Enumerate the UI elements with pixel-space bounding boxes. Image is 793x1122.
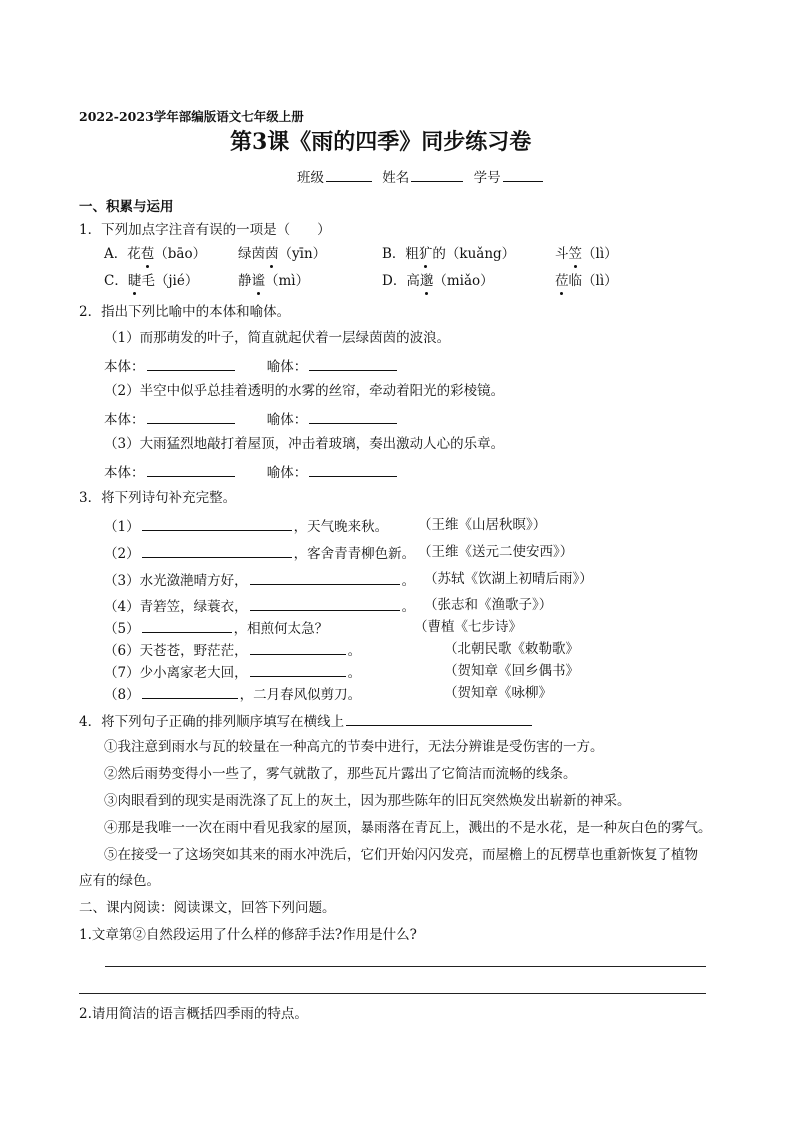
section-1-heading: 一、积累与运用: [79, 199, 174, 215]
vehicle-answer-field[interactable]: [309, 356, 397, 371]
name-field[interactable]: [411, 167, 463, 182]
q3-source-3: （苏轼《饮湖上初晴后雨》）: [424, 571, 593, 587]
q4-sentence-3: ③肉眼看到的现实是雨洗涤了瓦上的灰土，因为那些陈年的旧瓦突然焕发出崭新的神采。: [104, 793, 631, 809]
series-label: 2022-2023学年部编版语文七年级上册: [79, 109, 304, 124]
q3-source-7: （贺知章《回乡偶书》: [444, 663, 579, 679]
q4-sentence-5-cont: 应有的绿色。: [79, 873, 160, 889]
body-label: 本体：: [104, 412, 145, 428]
answer-line-2[interactable]: [79, 993, 706, 994]
q1-option-a: A．花苞（bāo）: [104, 246, 207, 262]
poem-blank[interactable]: [250, 570, 400, 585]
poem-blank[interactable]: [142, 516, 292, 531]
poem-blank[interactable]: [142, 684, 238, 699]
q2-answer-row-1: [104, 356, 399, 376]
q2-item-2: （2）半空中似乎总挂着透明的水雾的丝帘，牵动着阳光的彩棱镜。: [104, 383, 505, 399]
poem-blank[interactable]: [250, 662, 346, 677]
q1-option-c2: 静谧（mì）: [238, 273, 310, 289]
q2-item-3: （3）大雨猛烈地敲打着屋顶，冲击着玻璃，奏出激动人心的乐章。: [104, 436, 505, 452]
q3-line-8: （8） ，二月春风似剪刀。: [104, 684, 361, 704]
q3-line-4: （4）青箬笠，绿蓑衣， 。: [104, 596, 415, 616]
q3-line-2: （2） ，客舍青青柳色新。: [104, 543, 415, 563]
body-label: 本体：: [104, 465, 145, 481]
q3-line-7: （7）少小离家老大回， 。: [104, 662, 361, 682]
q3-source-1: （王维《山居秋暝》）: [418, 517, 547, 533]
q3-line-1: （1） ，天气晚来秋。: [104, 516, 388, 536]
q2-answer-row-3: [104, 462, 399, 482]
id-field[interactable]: [503, 167, 543, 182]
vehicle-answer-field[interactable]: [309, 409, 397, 424]
poem-blank[interactable]: [142, 618, 232, 633]
q1-option-d: D．高邈（miǎo）: [382, 273, 494, 289]
q1-option-d2: 莅临（lì）: [555, 273, 618, 289]
q1-stem: 1．下列加点字注音有误的一项是（ ）: [79, 222, 331, 238]
vehicle-answer-field[interactable]: [309, 462, 397, 477]
order-answer-field[interactable]: [346, 711, 532, 726]
q4-sentence-5: ⑤在接受一了这场突如其来的雨水冲洗后，它们开始闪闪发亮，而屋檐上的瓦楞草也重新恢复了植物: [104, 847, 698, 863]
class-field[interactable]: [326, 167, 372, 182]
id-label: 学号: [473, 170, 501, 186]
poem-blank[interactable]: [142, 543, 292, 558]
reading-q2: 2.请用简洁的语言概括四季雨的特点。: [79, 1006, 308, 1022]
q2-answer-row-2: [104, 409, 399, 429]
vehicle-label: 喻体：: [266, 359, 308, 375]
body-answer-field[interactable]: [147, 409, 235, 424]
q4-sentence-1: ①我注意到雨水与瓦的较量在一种高亢的节奏中进行，无法分辨谁是受伤害的一方。: [104, 739, 604, 755]
q3-line-5: （5） ，相煎何太急？: [104, 618, 328, 638]
body-label: 本体：: [104, 359, 145, 375]
section-2-heading: 二、课内阅读：阅读课文，回答下列问题。: [79, 900, 336, 916]
page-title: 第3课《雨的四季》同步练习卷: [230, 129, 532, 155]
q1-option-a2: 绿茵茵（yīn）: [238, 246, 327, 262]
name-label: 姓名: [382, 170, 410, 186]
q3-source-5: （曹植《七步诗》: [414, 619, 522, 635]
q1-option-b: B．粗犷的（kuǎng）: [382, 246, 516, 262]
q4-stem: 4．将下列句子正确的排列顺序填写在横线上: [79, 711, 534, 731]
vehicle-label: 喻体：: [266, 465, 308, 481]
q4-sentence-4: ④那是我唯一一次在雨中看见我家的屋顶，暴雨落在青瓦上，溅出的不是水花，是一种灰白色的雾气。: [104, 820, 712, 836]
q3-line-3: （3）水光潋滟晴方好， 。: [104, 570, 415, 590]
vehicle-label: 喻体：: [266, 412, 308, 428]
q2-item-1: （1）而那萌发的叶子，简直就起伏着一层绿茵茵的波浪。: [104, 330, 451, 346]
body-answer-field[interactable]: [147, 356, 235, 371]
q3-source-6: （北朝民歌《敕勒歌》: [444, 641, 579, 657]
reading-q1: 1.文章第②自然段运用了什么样的修辞手法?作用是什么?: [79, 927, 417, 943]
q3-line-6: （6）天苍苍，野茫茫， 。: [104, 640, 361, 660]
q1-option-c: C．睫毛（jié）: [104, 273, 199, 289]
answer-line-1[interactable]: [105, 966, 706, 967]
student-info-line: [297, 167, 545, 187]
class-label: 班级: [297, 170, 324, 186]
body-answer-field[interactable]: [147, 462, 235, 477]
q3-source-4: （张志和《渔歌子》）: [424, 597, 553, 613]
q3-source-2: （王维《送元二使安西》）: [418, 544, 574, 560]
q3-stem: 3．将下列诗句补充完整。: [79, 490, 237, 506]
poem-blank[interactable]: [250, 640, 346, 655]
q1-option-b2: 斗笠（lì）: [555, 246, 618, 262]
q2-stem: 2．指出下列比喻中的本体和喻体。: [79, 304, 291, 320]
q4-sentence-2: ②然后雨势变得小一些了，雾气就散了，那些瓦片露出了它简洁而流畅的线条。: [104, 766, 577, 782]
poem-blank[interactable]: [250, 596, 400, 611]
q3-source-8: （贺知章《咏柳》: [444, 685, 552, 701]
